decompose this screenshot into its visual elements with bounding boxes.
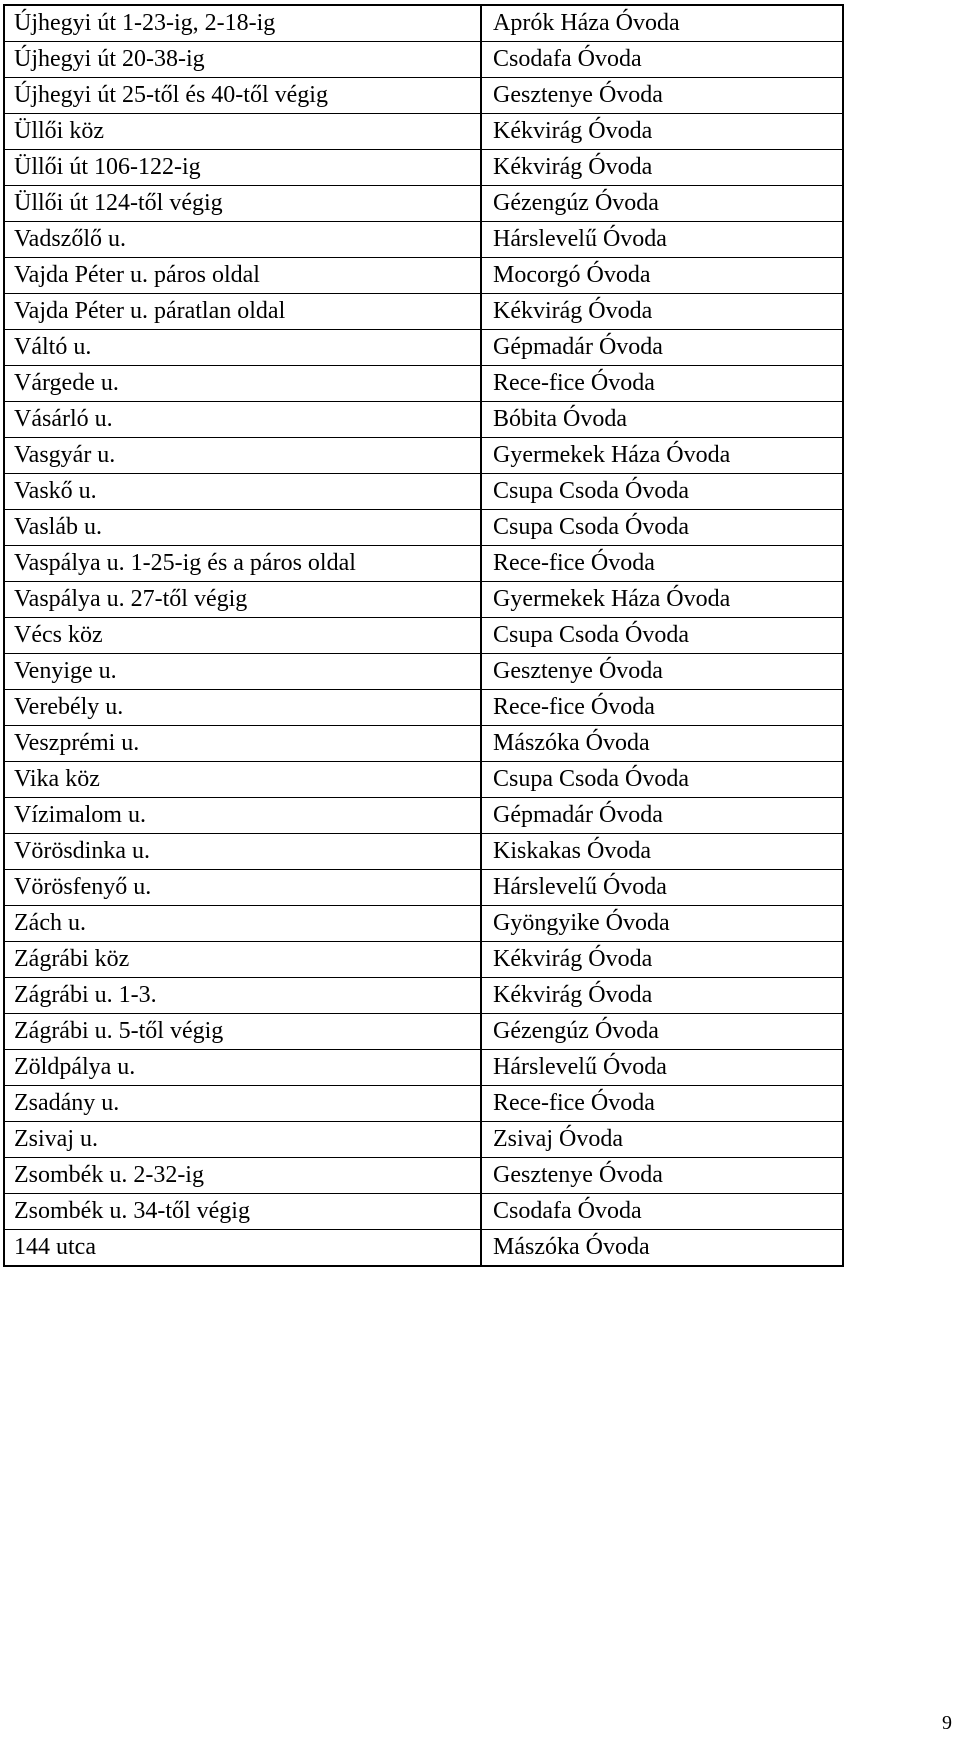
kindergarten-cell: Kékvirág Óvoda bbox=[481, 150, 842, 186]
table-row bbox=[5, 546, 842, 582]
table-row bbox=[5, 366, 842, 402]
table-row bbox=[5, 1014, 842, 1050]
kindergarten-cell: Csupa Csoda Óvoda bbox=[481, 474, 842, 510]
table-row bbox=[5, 906, 842, 942]
table-row bbox=[5, 1194, 842, 1230]
table-row bbox=[5, 258, 842, 294]
kindergarten-cell: Gézengúz Óvoda bbox=[481, 186, 842, 222]
street-cell: Vasgyár u. bbox=[5, 438, 481, 474]
street-cell: Zöldpálya u. bbox=[5, 1050, 481, 1086]
table-row bbox=[5, 294, 842, 330]
street-cell: Újhegyi út 25-től és 40-től végig bbox=[5, 78, 481, 114]
street-cell: Újhegyi út 1-23-ig, 2-18-ig bbox=[5, 6, 481, 42]
kindergarten-cell: Gyöngyike Óvoda bbox=[481, 906, 842, 942]
street-cell: Zsombék u. 2-32-ig bbox=[5, 1158, 481, 1194]
kindergarten-cell: Kékvirág Óvoda bbox=[481, 294, 842, 330]
kindergarten-cell: Gyermekek Háza Óvoda bbox=[481, 438, 842, 474]
kindergarten-cell: Mászóka Óvoda bbox=[481, 1230, 842, 1266]
table-row bbox=[5, 654, 842, 690]
table-row bbox=[5, 6, 842, 42]
street-cell: Vasláb u. bbox=[5, 510, 481, 546]
street-kindergarten-table bbox=[5, 6, 842, 1265]
table-row bbox=[5, 1086, 842, 1122]
table-row bbox=[5, 582, 842, 618]
kindergarten-cell: Kiskakas Óvoda bbox=[481, 834, 842, 870]
street-cell: Zsombék u. 34-től végig bbox=[5, 1194, 481, 1230]
kindergarten-cell: Mászóka Óvoda bbox=[481, 726, 842, 762]
street-kindergarten-table-frame bbox=[3, 4, 844, 1267]
kindergarten-cell: Rece-fice Óvoda bbox=[481, 366, 842, 402]
page-number: 9 bbox=[942, 1712, 952, 1734]
street-cell: Vásárló u. bbox=[5, 402, 481, 438]
kindergarten-cell: Hárslevelű Óvoda bbox=[481, 1050, 842, 1086]
table-row bbox=[5, 222, 842, 258]
table-row bbox=[5, 1122, 842, 1158]
table-row bbox=[5, 978, 842, 1014]
table-row bbox=[5, 762, 842, 798]
kindergarten-cell: Csupa Csoda Óvoda bbox=[481, 510, 842, 546]
kindergarten-cell: Gépmadár Óvoda bbox=[481, 330, 842, 366]
kindergarten-cell: Gesztenye Óvoda bbox=[481, 654, 842, 690]
street-cell: Vadszőlő u. bbox=[5, 222, 481, 258]
kindergarten-cell: Kékvirág Óvoda bbox=[481, 942, 842, 978]
street-cell: Zsadány u. bbox=[5, 1086, 481, 1122]
table-row bbox=[5, 330, 842, 366]
street-cell: Várgede u. bbox=[5, 366, 481, 402]
table-row bbox=[5, 150, 842, 186]
street-cell: Zágrábi u. 5-től végig bbox=[5, 1014, 481, 1050]
kindergarten-cell: Bóbita Óvoda bbox=[481, 402, 842, 438]
table-row bbox=[5, 78, 842, 114]
street-cell: Váltó u. bbox=[5, 330, 481, 366]
kindergarten-cell: Rece-fice Óvoda bbox=[481, 690, 842, 726]
street-cell: Vécs köz bbox=[5, 618, 481, 654]
street-cell: Vaspálya u. 1-25-ig és a páros oldal bbox=[5, 546, 481, 582]
table-row bbox=[5, 402, 842, 438]
kindergarten-cell: Hárslevelű Óvoda bbox=[481, 870, 842, 906]
table-row bbox=[5, 438, 842, 474]
street-cell: Zsivaj u. bbox=[5, 1122, 481, 1158]
kindergarten-cell: Gézengúz Óvoda bbox=[481, 1014, 842, 1050]
street-cell: 144 utca bbox=[5, 1230, 481, 1266]
kindergarten-cell: Aprók Háza Óvoda bbox=[481, 6, 842, 42]
kindergarten-cell: Csodafa Óvoda bbox=[481, 42, 842, 78]
table-row bbox=[5, 618, 842, 654]
table-row bbox=[5, 1230, 842, 1266]
kindergarten-cell: Csupa Csoda Óvoda bbox=[481, 618, 842, 654]
street-cell: Üllői út 124-től végig bbox=[5, 186, 481, 222]
street-cell: Verebély u. bbox=[5, 690, 481, 726]
kindergarten-cell: Csupa Csoda Óvoda bbox=[481, 762, 842, 798]
table-row bbox=[5, 42, 842, 78]
table-row bbox=[5, 1050, 842, 1086]
table-row bbox=[5, 114, 842, 150]
street-cell: Vörösfenyő u. bbox=[5, 870, 481, 906]
street-cell: Vaspálya u. 27-től végig bbox=[5, 582, 481, 618]
table-row bbox=[5, 798, 842, 834]
kindergarten-cell: Gesztenye Óvoda bbox=[481, 1158, 842, 1194]
street-cell: Veszprémi u. bbox=[5, 726, 481, 762]
kindergarten-cell: Gesztenye Óvoda bbox=[481, 78, 842, 114]
street-cell: Zágrábi u. 1-3. bbox=[5, 978, 481, 1014]
table-row bbox=[5, 1158, 842, 1194]
table-row bbox=[5, 870, 842, 906]
kindergarten-cell: Rece-fice Óvoda bbox=[481, 1086, 842, 1122]
table-row bbox=[5, 474, 842, 510]
kindergarten-cell: Kékvirág Óvoda bbox=[481, 114, 842, 150]
street-cell: Zách u. bbox=[5, 906, 481, 942]
table-row bbox=[5, 186, 842, 222]
street-cell: Vajda Péter u. páratlan oldal bbox=[5, 294, 481, 330]
kindergarten-cell: Mocorgó Óvoda bbox=[481, 258, 842, 294]
kindergarten-cell: Kékvirág Óvoda bbox=[481, 978, 842, 1014]
street-cell: Vörösdinka u. bbox=[5, 834, 481, 870]
street-cell: Zágrábi köz bbox=[5, 942, 481, 978]
street-cell: Üllői köz bbox=[5, 114, 481, 150]
kindergarten-cell: Rece-fice Óvoda bbox=[481, 546, 842, 582]
street-cell: Vízimalom u. bbox=[5, 798, 481, 834]
kindergarten-cell: Csodafa Óvoda bbox=[481, 1194, 842, 1230]
street-cell: Vika köz bbox=[5, 762, 481, 798]
table-row bbox=[5, 942, 842, 978]
table-body bbox=[5, 6, 842, 1265]
kindergarten-cell: Zsivaj Óvoda bbox=[481, 1122, 842, 1158]
table-row bbox=[5, 834, 842, 870]
kindergarten-cell: Gyermekek Háza Óvoda bbox=[481, 582, 842, 618]
street-cell: Üllői út 106-122-ig bbox=[5, 150, 481, 186]
street-cell: Vajda Péter u. páros oldal bbox=[5, 258, 481, 294]
street-cell: Venyige u. bbox=[5, 654, 481, 690]
table-row bbox=[5, 726, 842, 762]
table-row bbox=[5, 510, 842, 546]
kindergarten-cell: Hárslevelű Óvoda bbox=[481, 222, 842, 258]
street-cell: Vaskő u. bbox=[5, 474, 481, 510]
street-cell: Újhegyi út 20-38-ig bbox=[5, 42, 481, 78]
kindergarten-cell: Gépmadár Óvoda bbox=[481, 798, 842, 834]
table-row bbox=[5, 690, 842, 726]
